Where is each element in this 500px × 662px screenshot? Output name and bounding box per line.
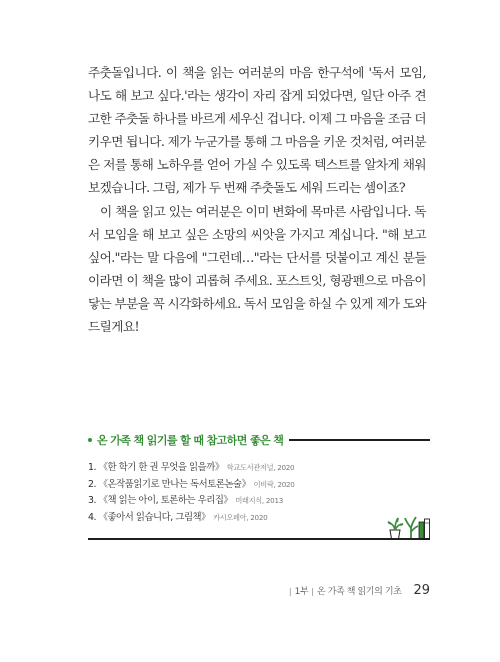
page-number: 29 <box>413 583 430 598</box>
bullet-icon <box>88 438 92 442</box>
reference-title: 온 가족 책 읽기를 할 때 참고하면 좋은 책 <box>97 434 284 447</box>
plant-illustration-icon <box>386 512 432 540</box>
footer-title: 온 가족 책 읽기의 기초 <box>316 587 402 597</box>
list-item <box>88 477 430 494</box>
footer-divider: | <box>288 587 292 596</box>
reference-list <box>88 460 430 526</box>
reference-header <box>88 430 430 450</box>
list-item <box>88 493 430 510</box>
list-item <box>88 460 430 477</box>
book-meta: 미래지식, 2013 <box>235 496 283 506</box>
book-meta: 학교도서관저널, 2020 <box>226 463 295 472</box>
book-title: 3. 《책 읽는 아이, 토론하는 우리집》 <box>88 495 233 507</box>
list-item <box>88 510 430 527</box>
paragraph-1: 주춧돌입니다. 이 책을 읽는 여러분의 마음 한구석에 '독서 모임, 나도 해 보고 싶다.'라는 생각이 자리 잡게 되었다면, 일단 아주 견고한 주춧돌 하나를 바르게 세우신 겁니다. 이제 그 마음을 조금 더 키우면 됩니다. 제가 누군가를 통해 그 마음을 키운 것처럼, 여러분은 저를 통해 노하우를 얻어 가실 수 있도록 텍스트를 알차게 채워보겠습니다. 그럼, 제가 두 번째 주춧돌도 세워 드리는 셈이죠? <box>88 65 426 196</box>
book-title: 4. 《좋아서 읽습니다, 그림책》 <box>88 511 211 523</box>
reference-box <box>88 430 430 526</box>
header-rule <box>289 439 430 441</box>
body-text <box>88 61 426 338</box>
paragraph-2: 이 책을 읽고 있는 여러분은 이미 변화에 목마른 사람입니다. 독서 모임을 해 보고 싶은 소망의 씨앗을 가지고 계십니다. "해 보고 싶어."라는 말 다음에 "그런데…"라는 단서를 덧붙이고 계신 분들이라면 이 책을 많이 괴롭혀 주세요. 포스트잇, 형광펜으로 마음이 닿는 부분을 꼭 시각화하세요. 독서 모임을 하실 수 있게 제가 도와드릴게요! <box>88 203 426 335</box>
book-title: 1. 《한 학기 한 권 무엇을 읽을까》 <box>88 462 224 473</box>
reference-box-bottom-rule <box>88 538 430 540</box>
book-meta: 카시오페아, 2020 <box>213 512 268 522</box>
book-meta: 이비락, 2020 <box>253 479 295 489</box>
page-footer <box>0 583 430 598</box>
footer-divider: | <box>311 587 314 596</box>
footer-chapter: 1부 <box>294 587 309 597</box>
book-title: 2. 《온작품읽기로 만나는 독서토론논술》 <box>88 478 251 490</box>
